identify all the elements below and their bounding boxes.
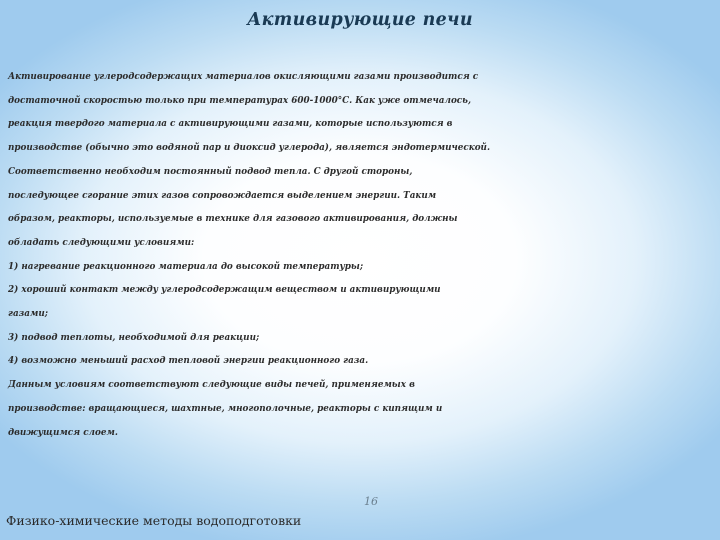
body-line: производстве (обычно это водяной пар и диоксид углерода), является эндотермической. — [8, 143, 491, 154]
list-item-2-continued: газами; — [8, 309, 48, 320]
body-line: Данным условиям соответствуют следующие виды печей, применяемых в — [8, 380, 415, 391]
body-line: достаточной скоростью только при температурах 600-1000°С. Как уже отмечалось, — [8, 95, 472, 106]
slide-title: Активирующие печи — [247, 10, 473, 30]
body-line: последующее сгорание этих газов сопровождается выделением энергии. Таким — [8, 190, 437, 201]
body-line: движущимся слоем. — [8, 427, 118, 438]
page-number: 16 — [364, 495, 378, 508]
footer-text: Физико-химические методы водоподготовки — [6, 513, 302, 528]
slide-body-text — [8, 66, 720, 445]
list-item-2: 2) хороший контакт между углеродсодержащим веществом и активирующими — [8, 285, 441, 296]
body-line: Соответственно необходим постоянный подвод тепла. С другой стороны, — [8, 166, 413, 177]
list-item-1: 1) нагревание реакционного материала до высокой температуры; — [8, 261, 364, 272]
list-item-4: 4) возможно меньший расход тепловой энергии реакционного газа. — [8, 356, 369, 367]
body-line: Активирование углеродсодержащих материалов окисляющими газами производится с — [8, 72, 479, 82]
body-line: производстве: вращающиеся, шахтные, многополочные, реакторы с кипящим и — [8, 403, 443, 414]
list-item-3: 3) подвод теплоты, необходимой для реакции; — [8, 332, 260, 343]
body-line: реакция твердого материала с активирующими газами, которые используются в — [8, 119, 453, 130]
body-line: обладать следующими условиями: — [8, 237, 195, 248]
body-line: образом, реакторы, используемые в технике для газового активирования, должны — [8, 214, 458, 225]
